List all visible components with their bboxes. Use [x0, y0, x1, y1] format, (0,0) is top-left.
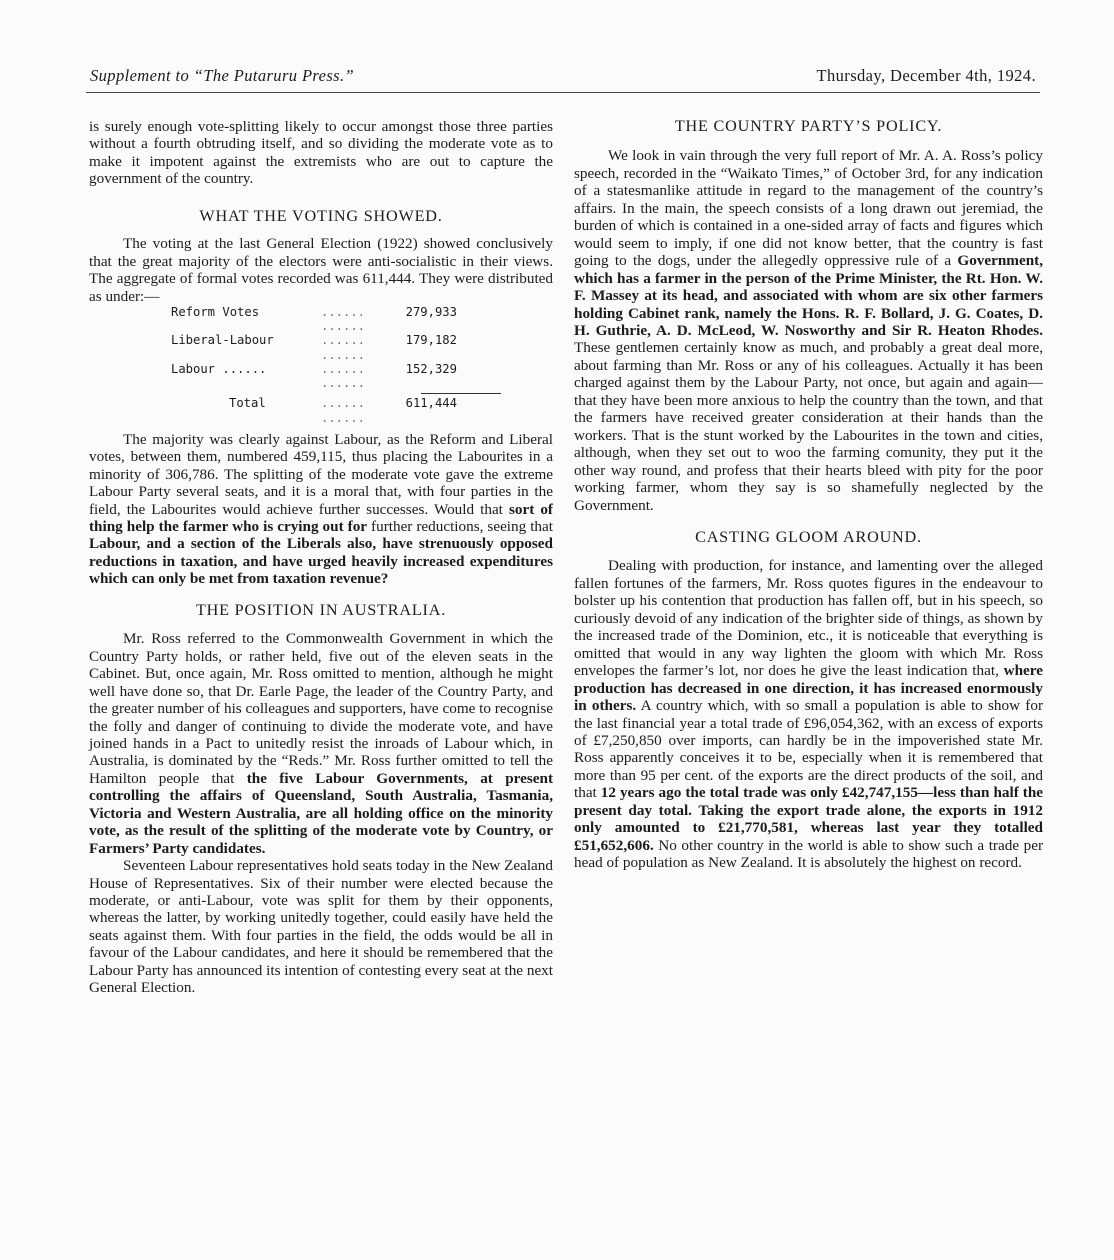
intro-paragraph: is surely enough vote-splitting likely to occur amongst those three parties without a fourth obtruding itself, and so dividing the moderate vote as to make it impotent against the extremists who are out to capture the government of the country.: [89, 118, 553, 188]
heading-australia: THE POSITION IN AUSTRALIA.: [195, 600, 447, 619]
policy-text-b: These gentlemen certainly know as much, and probably a great deal more, about farming than Mr. Ross or any of his colleagues. Actually it has been charged against them by the Labour Party, not once, but again and again—that they have been more anxious to help the country than the town, and that the farmers have received greater consideration at their hands than the workers. That is the stunt worked by the Labourites in the town and cities, although, when they set out to woo the farming comunity, they put it the other way round, and profess that their hearts bleed with pity for the poor working farmer, whom they say is so shamefully neglected by the Government.: [574, 339, 1043, 514]
majority-text: The majority was clearly against Labour, as the Reform and Liberal votes, between them, numbered 459,115, thus placing the Labourites in a minority of 306,786. The splitting of the moderate vote gave the extreme Labour Party several seats, and it is a moral that, with four parties in the field, the Labourites would achieve further successes. Would that: [89, 430, 553, 518]
heading-voting-showed: WHAT THE VOTING SHOWED.: [199, 206, 443, 225]
majority-bold-b: Labour, and a section of the Liberals also, have strenuously opposed reductions in taxation, and have urged heavily increased expenditures which can only be met from taxation revenue?: [89, 535, 553, 588]
majority-text-b: further reductions, seeing that: [367, 517, 553, 535]
vote-row-total: [171, 396, 501, 424]
vote-total-value: 611,444: [405, 396, 457, 411]
gloom-text-a: Dealing with production, for instance, and lamenting over the alleged fallen fortunes of the farmers, Mr. Ross quotes figures in the endeavour to bolster up his contention that production has fallen off, but in his speech, so curiously devoid of any indication of the brighter side of things, as shown by the increased trade of the Dominion, etc., it is noticeable that everything is omitted that would in any way lighten the gloom with which Mr. Ross envelopes the farmer’s lot, nor does he give the least indication that,: [574, 557, 1043, 680]
vote-row-reform: [171, 305, 501, 333]
vote-value: 152,329: [405, 361, 457, 376]
australia-text: Mr. Ross referred to the Commonwealth Government in which the Country Party holds, or rather held, five out of the eleven seats in the Cabinet. But, once again, Mr. Ross omitted to mention, although he might well have done so, that Dr. Earle Page, the leader of the Country Party, and the greater number of his colleagues and supporters, have come to recognise the folly and danger of continuing to divide the moderate vote, and have joined hands in a Pact to unitedly resist the inroads of Labour which, in Australia, is dominated by the “Reds.” Mr. Ross further omitted to tell the Hamilton people that: [89, 630, 553, 787]
policy-text-a: We look in vain through the very full report of Mr. A. A. Ross’s policy speech, recorded in the “Waikato Times,” of October 3rd, for any indication of a statesmanlike attitude in regard to the management of the country’s affairs. In the main, the speech consists of a long drawn out jeremiad, the burden of which is contained in a one-sided array of facts and figures which would seem to imply, if one did not know better, that the country is fast going to the dogs, under the allegedly oppressive rule of a: [574, 147, 1043, 270]
majority-bold-a: sort of thing help the farmer who is crying out for: [89, 500, 553, 535]
supplement-title: Supplement to “The Putaruru Press.”: [90, 66, 355, 85]
vote-value: 179,182: [405, 333, 457, 348]
gloom-text-b: A country which, with so small a population is able to show for the last financial year a total trade of £96,054,362, with an excess of exports of £7,250,850 over imports, can hardly be in the impoverished state Mr. Ross apparently conceives it to be, especially when it is remembered that more than 95 per cent. of the exports are the direct products of the soil, and that: [574, 697, 1044, 802]
vote-leader: ...... ......: [321, 305, 366, 334]
header-rule: [86, 92, 1040, 93]
vote-label: Liberal-Labour: [171, 333, 274, 348]
seventeen-paragraph: Seventeen Labour representatives hold seats today in the New Zealand House of Representatives. Six of their number were elected because the moderate, or anti-Labour, vote was split for them by their opponents, whereas the latter, by working unitedly together, could easily have held the seats against them. With four parties in the field, the odds would be all in favour of the Labour candidates, and here it should be remembered that the Labour Party has announced its intention of contesting every seat at the next General Election.: [89, 857, 553, 997]
vote-total-label: Total: [229, 396, 266, 411]
left-column: [89, 118, 553, 997]
australia-paragraph: [89, 630, 553, 857]
gloom-bold-b: 12 years ago the total trade was only £42,747,155—less than half the present day total. Taking the export trade alone, the exports in 1912 only amounted to £21,770,581, whereas last year they totalled £51,652,606.: [574, 784, 1044, 854]
issue-date: Thursday, December 4th, 1924.: [816, 66, 1036, 85]
gloom-text-c: No other country in the world is able to show such a trade per head of population as New Zealand. It is absolutely the highest on record.: [574, 836, 1043, 872]
gloom-paragraph: [574, 557, 1043, 871]
vote-leader: ...... ......: [321, 333, 366, 362]
vote-label: Labour ......: [171, 361, 267, 376]
vote-value: 279,933: [405, 305, 457, 320]
vote-leader: ...... ......: [321, 396, 366, 425]
policy-paragraph: [574, 147, 1043, 514]
vote-label: Reform Votes: [171, 305, 260, 320]
vote-sum-rule: [421, 393, 501, 394]
policy-bold: Government, which has a farmer in the person of the Prime Minister, the Rt. Hon. W. F. Massey at its head, and associated with whom are six other farmers holding Cabinet rank, namely the Hons. R. F. Bollard, J. G. Coates, D. H. Guthrie, A. D. McLeod, W. Nosworthy and Sir R. Heaton Rhodes.: [574, 252, 1043, 339]
heading-country-party-policy: THE COUNTRY PARTY’S POLICY.: [674, 117, 943, 135]
voting-paragraph: The voting at the last General Election (1922) showed conclusively that the great majority of the electors were anti-socialistic in their views. The aggregate of formal votes recorded was 611,444. They were distributed as under:—: [89, 235, 553, 305]
vote-row-liberal-labour: [171, 333, 501, 361]
gloom-bold-a: where production has decreased in one direction, it has increased enormously in others.: [574, 662, 1043, 715]
vote-table: [171, 305, 501, 425]
right-column: [574, 118, 1043, 872]
majority-paragraph: [89, 431, 553, 588]
vote-leader: ...... ......: [321, 361, 366, 391]
heading-casting-gloom: CASTING GLOOM AROUND.: [695, 527, 922, 546]
australia-bold: the five Labour Governments, at present controlling the affairs of Queensland, South Australia, Tasmania, Victoria and Western Australia, are all holding office on the minority vote, as the result of the splitting of the moderate vote by Country, or Farmers’ Party candidates.: [89, 769, 554, 857]
vote-row-labour: [171, 362, 501, 390]
